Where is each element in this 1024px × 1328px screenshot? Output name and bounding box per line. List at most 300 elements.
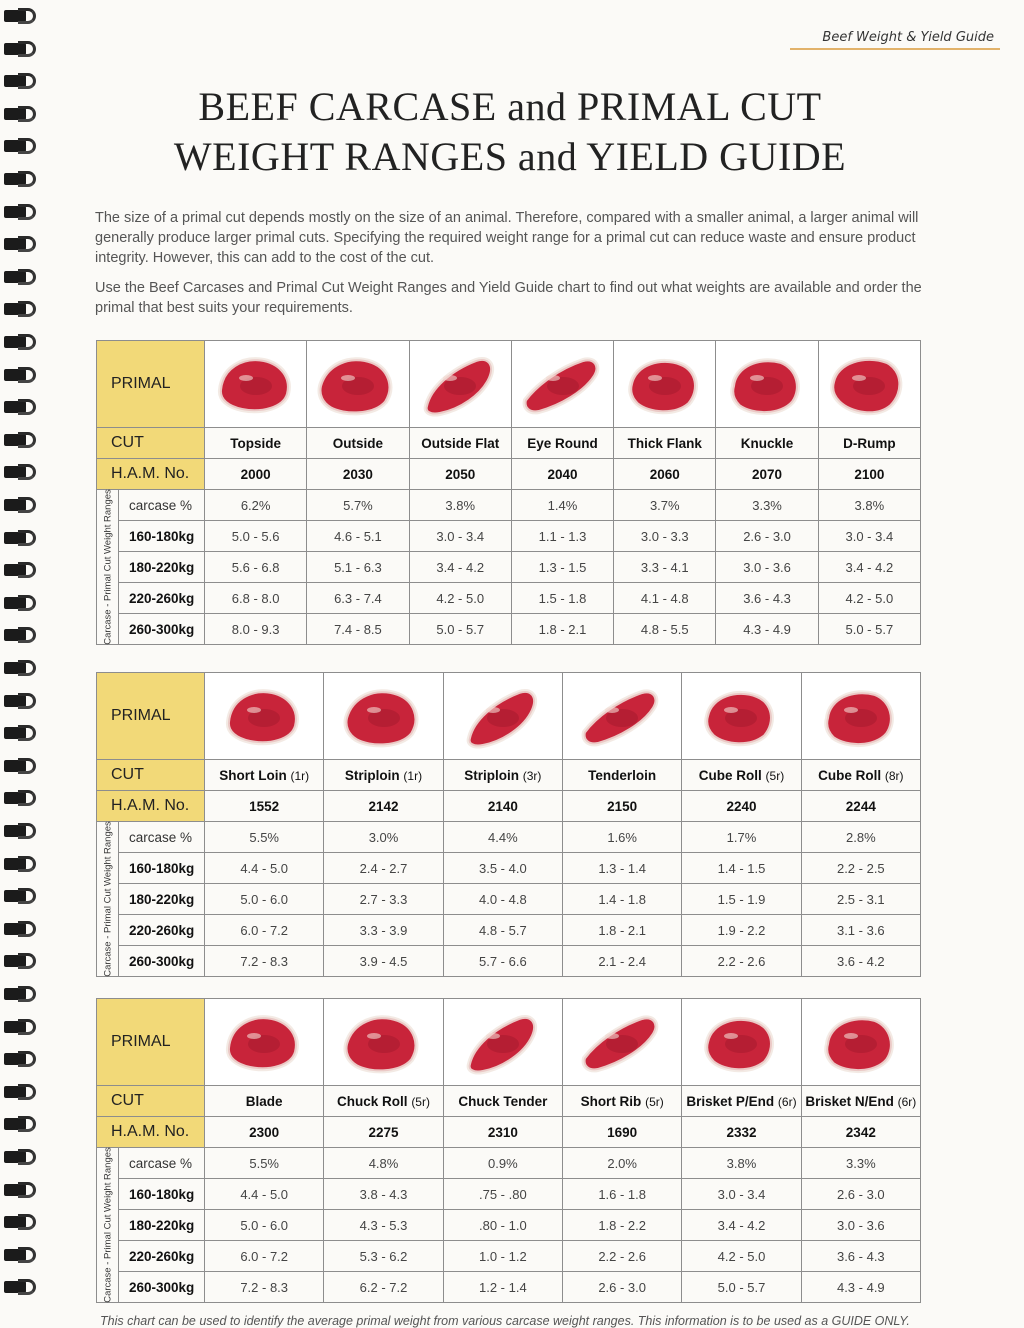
cut-name — [682, 760, 801, 791]
ham-number: 2244 — [801, 791, 920, 822]
ham-number: 2332 — [682, 1117, 801, 1148]
cut-name — [205, 1086, 324, 1117]
cut-rib-count: (6r) — [897, 1094, 917, 1109]
weight-value: 3.0% — [324, 822, 443, 853]
cut-name-text: Topside — [230, 435, 282, 451]
row-label: 220-260kg — [119, 915, 205, 946]
row-label: 160-180kg — [119, 1179, 205, 1210]
running-header: Beef Weight & Yield Guide — [822, 30, 994, 45]
row-label: 220-260kg — [119, 1241, 205, 1272]
row-label: 260-300kg — [119, 946, 205, 977]
binding-ring — [4, 8, 36, 24]
weight-value: 6.0 - 7.2 — [205, 1241, 324, 1272]
weight-value: 1.6% — [563, 822, 682, 853]
cut-row — [97, 1086, 921, 1117]
intro-paragraph-2: Use the Beef Carcases and Primal Cut Weight Ranges and Yield Guide chart to find out what weights are available and order the primal that best suits your requirements. — [95, 280, 922, 316]
primal-cut-photo — [459, 1006, 547, 1078]
ham-number: 2070 — [716, 459, 818, 490]
weight-value: 4.8 - 5.7 — [443, 915, 562, 946]
primal-table-3 — [96, 998, 921, 1303]
weight-value: 3.3 - 4.1 — [614, 552, 716, 583]
page-title — [40, 82, 980, 182]
primal-table-2 — [96, 672, 921, 977]
row-label: carcase % — [119, 1148, 205, 1179]
row-label: 160-180kg — [119, 853, 205, 884]
binding-ring — [4, 758, 36, 774]
row-label: 220-260kg — [119, 583, 205, 614]
cut-name — [205, 428, 307, 459]
cut-name-text: Outside Flat — [421, 435, 500, 451]
primal-cut-photo — [578, 1006, 666, 1078]
weight-value: 3.8% — [682, 1148, 801, 1179]
ham-label: H.A.M. No. — [97, 791, 205, 822]
weight-value: 4.3 - 4.9 — [716, 614, 818, 645]
binding-ring — [4, 138, 36, 154]
ham-number: 2300 — [205, 1117, 324, 1148]
weight-value: 1.9 - 2.2 — [682, 915, 801, 946]
cut-rib-count: (5r) — [645, 1094, 664, 1109]
binding-ring — [4, 953, 36, 969]
primal-image-cell — [307, 341, 409, 428]
intro-paragraph-1: The size of a primal cut depends mostly on the size of an animal. Therefore, compared with a smaller animal, a larger animal will generally produce larger primal cuts. Specifying the required weight range for a primal cut can reduce waste and ensure product integrity. However, this can add to the cost of the cut. — [95, 210, 919, 266]
side-label — [97, 822, 119, 977]
binding-ring — [4, 693, 36, 709]
cut-name — [511, 428, 613, 459]
primal-cut-photo — [697, 680, 785, 752]
weight-value: 2.2 - 2.6 — [682, 946, 801, 977]
primal-image-cell — [563, 673, 682, 760]
primal-image-cell — [205, 999, 324, 1086]
binding-ring — [4, 204, 36, 220]
primal-cut-photo — [723, 348, 811, 420]
cut-name-text: Tenderloin — [588, 767, 657, 783]
binding-ring — [4, 41, 36, 57]
weight-value: 3.6 - 4.2 — [801, 946, 920, 977]
header-rule — [790, 48, 1000, 50]
weight-value: 2.6 - 3.0 — [563, 1272, 682, 1303]
primal-cut-photo — [519, 348, 607, 420]
binding-ring — [4, 301, 36, 317]
cut-name — [563, 760, 682, 791]
primal-cut-photo — [459, 680, 547, 752]
binding-ring — [4, 1084, 36, 1100]
weight-value: 2.5 - 3.1 — [801, 884, 920, 915]
ham-number: 2050 — [409, 459, 511, 490]
binding-ring — [4, 1051, 36, 1067]
binding-ring — [4, 464, 36, 480]
ham-number: 2342 — [801, 1117, 920, 1148]
weight-value: 6.0 - 7.2 — [205, 915, 324, 946]
weight-value: 3.1 - 3.6 — [801, 915, 920, 946]
cut-name-text: Knuckle — [740, 435, 794, 451]
side-label-text: Carcase - Primal Cut Weight Ranges — [102, 821, 113, 977]
weight-value: 1.8 - 2.2 — [563, 1210, 682, 1241]
weight-row — [97, 490, 921, 521]
weight-row — [97, 1241, 921, 1272]
primal-cut-photo — [220, 680, 308, 752]
weight-value: 5.3 - 6.2 — [324, 1241, 443, 1272]
weight-value: 7.2 - 8.3 — [205, 1272, 324, 1303]
cut-name-text: Cube Roll — [818, 767, 882, 783]
binding-ring — [4, 986, 36, 1002]
weight-value: 3.3 - 3.9 — [324, 915, 443, 946]
row-label: carcase % — [119, 822, 205, 853]
weight-row — [97, 1210, 921, 1241]
weight-value: 3.0 - 3.4 — [682, 1179, 801, 1210]
cut-rib-count: (5r) — [765, 768, 785, 783]
weight-row — [97, 521, 921, 552]
cut-name-text: Brisket P/End — [686, 1093, 775, 1109]
ham-number: 2100 — [818, 459, 920, 490]
weight-value: 1.4 - 1.5 — [682, 853, 801, 884]
weight-value: 2.7 - 3.3 — [324, 884, 443, 915]
cut-name — [443, 760, 562, 791]
weight-value: 2.6 - 3.0 — [801, 1179, 920, 1210]
primal-image-cell — [324, 999, 443, 1086]
ham-number: 1552 — [205, 791, 324, 822]
binding-ring — [4, 171, 36, 187]
primal-label: PRIMAL — [97, 999, 205, 1086]
primal-image-cell — [682, 999, 801, 1086]
weight-row — [97, 1179, 921, 1210]
cut-rib-count: (1r) — [403, 768, 423, 783]
weight-value: 2.1 - 2.4 — [563, 946, 682, 977]
ham-number: 2150 — [563, 791, 682, 822]
weight-value: 7.2 - 8.3 — [205, 946, 324, 977]
weight-value: 6.8 - 8.0 — [205, 583, 307, 614]
ham-row — [97, 791, 921, 822]
ham-label: H.A.M. No. — [97, 459, 205, 490]
primal-image-row — [97, 341, 921, 428]
weight-value: 5.0 - 6.0 — [205, 884, 324, 915]
cut-name — [205, 760, 324, 791]
primal-image-cell — [324, 673, 443, 760]
weight-row — [97, 822, 921, 853]
weight-value: 1.7% — [682, 822, 801, 853]
binding-ring — [4, 790, 36, 806]
weight-value: 1.4 - 1.8 — [563, 884, 682, 915]
primal-table-1 — [96, 340, 921, 645]
binding-ring — [4, 921, 36, 937]
row-label: 160-180kg — [119, 521, 205, 552]
row-label: 180-220kg — [119, 1210, 205, 1241]
cut-name — [324, 1086, 443, 1117]
weight-value: 5.7% — [307, 490, 409, 521]
weight-value: 8.0 - 9.3 — [205, 614, 307, 645]
cut-name — [818, 428, 920, 459]
weight-value: 6.2% — [205, 490, 307, 521]
primal-image-cell — [716, 341, 818, 428]
weight-value: 4.1 - 4.8 — [614, 583, 716, 614]
binding-ring — [4, 823, 36, 839]
binding-ring — [4, 562, 36, 578]
weight-value: 3.4 - 4.2 — [682, 1210, 801, 1241]
cut-name-text: Blade — [245, 1093, 283, 1109]
weight-row — [97, 915, 921, 946]
weight-row — [97, 1272, 921, 1303]
binding-ring — [4, 334, 36, 350]
cut-name-text: D-Rump — [843, 435, 896, 451]
cut-label: CUT — [97, 1086, 205, 1117]
primal-image-cell — [205, 673, 324, 760]
weight-row — [97, 552, 921, 583]
weight-value: 0.9% — [443, 1148, 562, 1179]
ham-number: 1690 — [563, 1117, 682, 1148]
weight-value: 4.4% — [443, 822, 562, 853]
weight-value: 1.8 - 2.1 — [563, 915, 682, 946]
weight-value: 3.9 - 4.5 — [324, 946, 443, 977]
weight-value: 4.2 - 5.0 — [818, 583, 920, 614]
weight-value: 3.8% — [409, 490, 511, 521]
primal-image-cell — [614, 341, 716, 428]
ham-number: 2240 — [682, 791, 801, 822]
primal-cut-photo — [314, 348, 402, 420]
primal-cut-photo — [825, 348, 913, 420]
binding-ring — [4, 1214, 36, 1230]
cut-rib-count: (3r) — [522, 768, 542, 783]
row-label: 180-220kg — [119, 884, 205, 915]
weight-value: 3.4 - 4.2 — [409, 552, 511, 583]
binding-ring — [4, 530, 36, 546]
binding-ring — [4, 236, 36, 252]
ham-row — [97, 459, 921, 490]
weight-value: 3.6 - 4.3 — [801, 1241, 920, 1272]
cut-name-text: Thick Flank — [627, 435, 702, 451]
weight-value: 4.4 - 5.0 — [205, 853, 324, 884]
cut-name — [443, 1086, 562, 1117]
binding-ring — [4, 1247, 36, 1263]
row-label: 260-300kg — [119, 1272, 205, 1303]
weight-value: 4.2 - 5.0 — [409, 583, 511, 614]
weight-value: 1.2 - 1.4 — [443, 1272, 562, 1303]
binding-ring — [4, 595, 36, 611]
page-title-line-1: BEEF CARCASE and PRIMAL CUT — [198, 84, 822, 129]
cut-name-text: Chuck Tender — [458, 1093, 548, 1109]
cut-rib-count: (6r) — [777, 1094, 797, 1109]
primal-cut-photo — [212, 348, 300, 420]
weight-value: 3.3% — [801, 1148, 920, 1179]
footnote: This chart can be used to identify the average primal weight from various carcase weight ranges. This information is to be used as a GUIDE ONLY. — [100, 1314, 910, 1328]
cut-name — [682, 1086, 801, 1117]
binding-ring — [4, 432, 36, 448]
weight-value: 3.0 - 3.4 — [818, 521, 920, 552]
weight-value: 1.1 - 1.3 — [511, 521, 613, 552]
weight-value: 3.0 - 3.4 — [409, 521, 511, 552]
cut-name-text: Eye Round — [527, 435, 598, 451]
primal-image-cell — [801, 999, 920, 1086]
primal-label: PRIMAL — [97, 341, 205, 428]
weight-value: 5.0 - 5.6 — [205, 521, 307, 552]
weight-value: 3.4 - 4.2 — [818, 552, 920, 583]
weight-value: 5.1 - 6.3 — [307, 552, 409, 583]
weight-value: 1.0 - 1.2 — [443, 1241, 562, 1272]
weight-value: 4.8% — [324, 1148, 443, 1179]
weight-value: 1.5 - 1.9 — [682, 884, 801, 915]
weight-value: 3.6 - 4.3 — [716, 583, 818, 614]
cut-name-text: Brisket N/End — [805, 1093, 894, 1109]
weight-value: 5.0 - 5.7 — [409, 614, 511, 645]
weight-value: 1.6 - 1.8 — [563, 1179, 682, 1210]
binding-ring — [4, 399, 36, 415]
cut-name — [563, 1086, 682, 1117]
weight-value: 2.2 - 2.5 — [801, 853, 920, 884]
primal-cut-photo — [621, 348, 709, 420]
ham-number: 2142 — [324, 791, 443, 822]
weight-value: 5.6 - 6.8 — [205, 552, 307, 583]
primal-image-row — [97, 999, 921, 1086]
weight-value: 1.8 - 2.1 — [511, 614, 613, 645]
weight-value: 2.4 - 2.7 — [324, 853, 443, 884]
binding-ring — [4, 627, 36, 643]
cut-label: CUT — [97, 428, 205, 459]
binding-ring — [4, 106, 36, 122]
binding-ring — [4, 1116, 36, 1132]
primal-image-cell — [682, 673, 801, 760]
cut-name-text: Striploin — [344, 767, 400, 783]
cut-name — [614, 428, 716, 459]
weight-value: 4.2 - 5.0 — [682, 1241, 801, 1272]
cut-rib-count: (1r) — [290, 768, 310, 783]
binding-ring — [4, 1279, 36, 1295]
binding-ring — [4, 856, 36, 872]
weight-row — [97, 614, 921, 645]
binding-ring — [4, 73, 36, 89]
ham-number: 2060 — [614, 459, 716, 490]
spiral-binding — [0, 0, 40, 1326]
cut-rib-count: (5r) — [411, 1094, 430, 1109]
cut-name — [801, 1086, 920, 1117]
weight-value: 3.8 - 4.3 — [324, 1179, 443, 1210]
cut-rib-count: (8r) — [884, 768, 904, 783]
binding-ring — [4, 725, 36, 741]
weight-value: 4.3 - 4.9 — [801, 1272, 920, 1303]
weight-value: 5.5% — [205, 1148, 324, 1179]
weight-value: 3.8% — [818, 490, 920, 521]
weight-value: .75 - .80 — [443, 1179, 562, 1210]
weight-value: 2.2 - 2.6 — [563, 1241, 682, 1272]
primal-cut-photo — [220, 1006, 308, 1078]
row-label: 260-300kg — [119, 614, 205, 645]
primal-image-row — [97, 673, 921, 760]
weight-value: 4.8 - 5.5 — [614, 614, 716, 645]
primal-cut-photo — [817, 1006, 905, 1078]
cut-name-text: Outside — [332, 435, 384, 451]
primal-image-cell — [801, 673, 920, 760]
weight-row — [97, 853, 921, 884]
weight-value: 4.3 - 5.3 — [324, 1210, 443, 1241]
binding-ring — [4, 1019, 36, 1035]
primal-image-cell — [409, 341, 511, 428]
ham-number: 2275 — [324, 1117, 443, 1148]
weight-value: 2.8% — [801, 822, 920, 853]
primal-cut-photo — [340, 680, 428, 752]
cut-name — [409, 428, 511, 459]
primal-cut-photo — [817, 680, 905, 752]
weight-value: 3.7% — [614, 490, 716, 521]
cut-row — [97, 428, 921, 459]
weight-value: 5.0 - 6.0 — [205, 1210, 324, 1241]
weight-value: 2.0% — [563, 1148, 682, 1179]
weight-value: 2.6 - 3.0 — [716, 521, 818, 552]
weight-value: 5.0 - 5.7 — [682, 1272, 801, 1303]
cut-name — [716, 428, 818, 459]
weight-value: 3.5 - 4.0 — [443, 853, 562, 884]
ham-row — [97, 1117, 921, 1148]
ham-number: 2030 — [307, 459, 409, 490]
weight-value: 3.0 - 3.6 — [801, 1210, 920, 1241]
weight-row — [97, 1148, 921, 1179]
weight-value: 6.3 - 7.4 — [307, 583, 409, 614]
binding-ring — [4, 888, 36, 904]
primal-image-cell — [563, 999, 682, 1086]
primal-image-cell — [443, 673, 562, 760]
primal-cut-photo — [578, 680, 666, 752]
binding-ring — [4, 497, 36, 513]
weight-value: 1.3 - 1.4 — [563, 853, 682, 884]
cut-label: CUT — [97, 760, 205, 791]
weight-value: 3.0 - 3.6 — [716, 552, 818, 583]
ham-number: 2000 — [205, 459, 307, 490]
cut-name — [324, 760, 443, 791]
weight-value: 4.6 - 5.1 — [307, 521, 409, 552]
ham-number: 2040 — [511, 459, 613, 490]
primal-image-cell — [511, 341, 613, 428]
weight-value: 3.0 - 3.3 — [614, 521, 716, 552]
side-label-text: Carcase - Primal Cut Weight Ranges — [102, 1147, 113, 1303]
cut-name — [307, 428, 409, 459]
weight-value: 6.2 - 7.2 — [324, 1272, 443, 1303]
primal-image-cell — [443, 999, 562, 1086]
page-title-line-2: WEIGHT RANGES and YIELD GUIDE — [173, 134, 847, 179]
ham-number: 2140 — [443, 791, 562, 822]
weight-value: 1.5 - 1.8 — [511, 583, 613, 614]
weight-value: 7.4 - 8.5 — [307, 614, 409, 645]
weight-value: 1.4% — [511, 490, 613, 521]
weight-value: 4.0 - 4.8 — [443, 884, 562, 915]
cut-name-text: Chuck Roll — [337, 1093, 408, 1109]
binding-ring — [4, 367, 36, 383]
ham-label: H.A.M. No. — [97, 1117, 205, 1148]
cut-name-text: Cube Roll — [698, 767, 762, 783]
side-label — [97, 1148, 119, 1303]
side-label-text: Carcase - Primal Cut Weight Ranges — [102, 489, 113, 645]
side-label — [97, 490, 119, 645]
binding-ring — [4, 1149, 36, 1165]
row-label: carcase % — [119, 490, 205, 521]
weight-row — [97, 583, 921, 614]
weight-value: 4.4 - 5.0 — [205, 1179, 324, 1210]
binding-ring — [4, 1182, 36, 1198]
weight-value: 5.5% — [205, 822, 324, 853]
primal-label: PRIMAL — [97, 673, 205, 760]
cut-name-text: Short Rib — [580, 1093, 642, 1109]
binding-ring — [4, 269, 36, 285]
weight-row — [97, 884, 921, 915]
weight-value: 1.3 - 1.5 — [511, 552, 613, 583]
weight-value: 3.3% — [716, 490, 818, 521]
weight-value: 5.7 - 6.6 — [443, 946, 562, 977]
weight-value: .80 - 1.0 — [443, 1210, 562, 1241]
row-label: 180-220kg — [119, 552, 205, 583]
primal-cut-photo — [697, 1006, 785, 1078]
cut-name — [801, 760, 920, 791]
cut-name-text: Striploin — [464, 767, 519, 783]
binding-ring — [4, 660, 36, 676]
cut-row — [97, 760, 921, 791]
weight-row — [97, 946, 921, 977]
primal-image-cell — [205, 341, 307, 428]
primal-cut-photo — [340, 1006, 428, 1078]
